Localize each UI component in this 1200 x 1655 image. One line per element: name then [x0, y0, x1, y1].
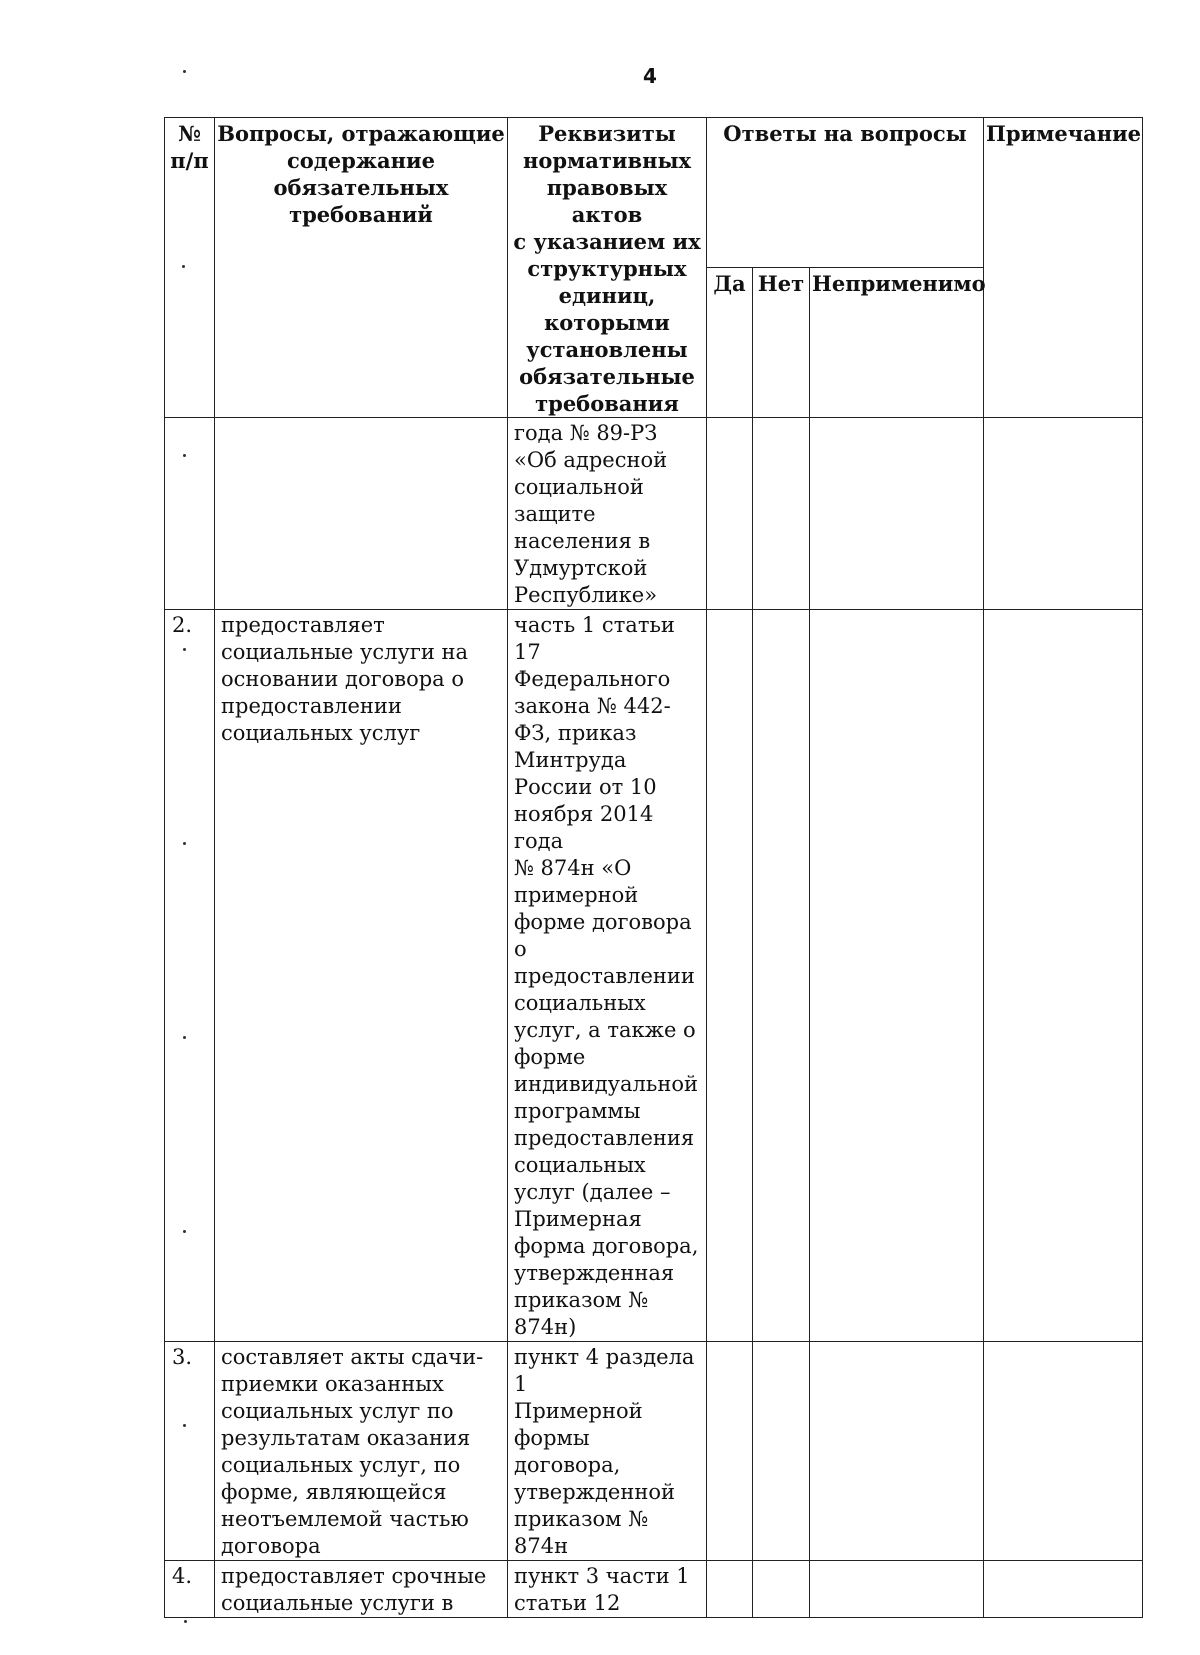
row-question: составляет акты сдачи- приемки оказанных социальных услуг по результатам оказания социальных услуг, по форме, являющейся неотъемлемой частью договора	[215, 1342, 508, 1561]
row-requisites: года № 89-РЗ «Об адресной социальной защите населения в Удмуртской Республике»	[508, 418, 707, 610]
header-requisites: Реквизиты нормативных правовых актов с указанием их структурных единиц, которыми установлены обязательные требования	[508, 118, 707, 418]
answer-no-cell[interactable]	[753, 610, 810, 1342]
answer-yes-cell[interactable]	[707, 610, 753, 1342]
scan-speck	[183, 1230, 186, 1233]
answer-yes-cell[interactable]	[707, 418, 753, 610]
row-question	[215, 418, 508, 610]
row-question: предоставляет социальные услуги на основании договора о предоставлении социальных услуг	[215, 610, 508, 1342]
header-answers: Ответы на вопросы	[707, 118, 984, 268]
table-row	[165, 1342, 1143, 1561]
answer-na-cell[interactable]	[810, 610, 984, 1342]
scan-speck	[183, 648, 186, 651]
header-num: № п/п	[165, 118, 215, 418]
row-num: 3.	[165, 1342, 215, 1561]
answer-yes-cell[interactable]	[707, 1342, 753, 1561]
scan-speck	[183, 70, 186, 73]
scan-speck	[184, 1620, 187, 1623]
table-row	[165, 1561, 1143, 1618]
answer-yes-cell[interactable]	[707, 1561, 753, 1618]
row-num: 4.	[165, 1561, 215, 1618]
row-requisites: пункт 4 раздела 1 Примерной формы договора, утвержденной приказом № 874н	[508, 1342, 707, 1561]
answer-na-cell[interactable]	[810, 1342, 984, 1561]
note-cell[interactable]	[984, 1342, 1143, 1561]
note-cell[interactable]	[984, 1561, 1143, 1618]
note-cell[interactable]	[984, 418, 1143, 610]
row-requisites: пункт 3 части 1 статьи 12	[508, 1561, 707, 1618]
answer-no-cell[interactable]	[753, 1561, 810, 1618]
row-requisites: часть 1 статьи 17 Федерального закона № 442- ФЗ, приказ Минтруда России от 10 ноября 2014 года № 874н «О примерной форме договора о предоставлении социальных услуг, а также о форме индивидуальной программы предоставления социальных услуг (далее – Примерная форма договора, утвержденная приказом № 874н)	[508, 610, 707, 1342]
header-yes: Да	[707, 268, 753, 418]
note-cell[interactable]	[984, 610, 1143, 1342]
scan-speck	[183, 842, 186, 845]
header-na: Неприменимо	[810, 268, 984, 418]
table-row	[165, 610, 1143, 1342]
checklist-table	[164, 117, 1143, 1618]
scan-speck	[183, 1424, 186, 1427]
header-question: Вопросы, отражающие содержание обязательных требований	[215, 118, 508, 418]
header-note: Примечание	[984, 118, 1143, 418]
scan-speck	[183, 454, 186, 457]
page-number: 4	[643, 64, 657, 88]
row-question: предоставляет срочные социальные услуги в	[215, 1561, 508, 1618]
table-row	[165, 418, 1143, 610]
row-num: 2.	[165, 610, 215, 1342]
scan-speck	[183, 1036, 186, 1039]
table-header-row	[165, 118, 1143, 268]
answer-no-cell[interactable]	[753, 1342, 810, 1561]
header-no: Нет	[753, 268, 810, 418]
answer-na-cell[interactable]	[810, 418, 984, 610]
scan-speck	[182, 265, 185, 268]
answer-no-cell[interactable]	[753, 418, 810, 610]
row-num	[165, 418, 215, 610]
answer-na-cell[interactable]	[810, 1561, 984, 1618]
